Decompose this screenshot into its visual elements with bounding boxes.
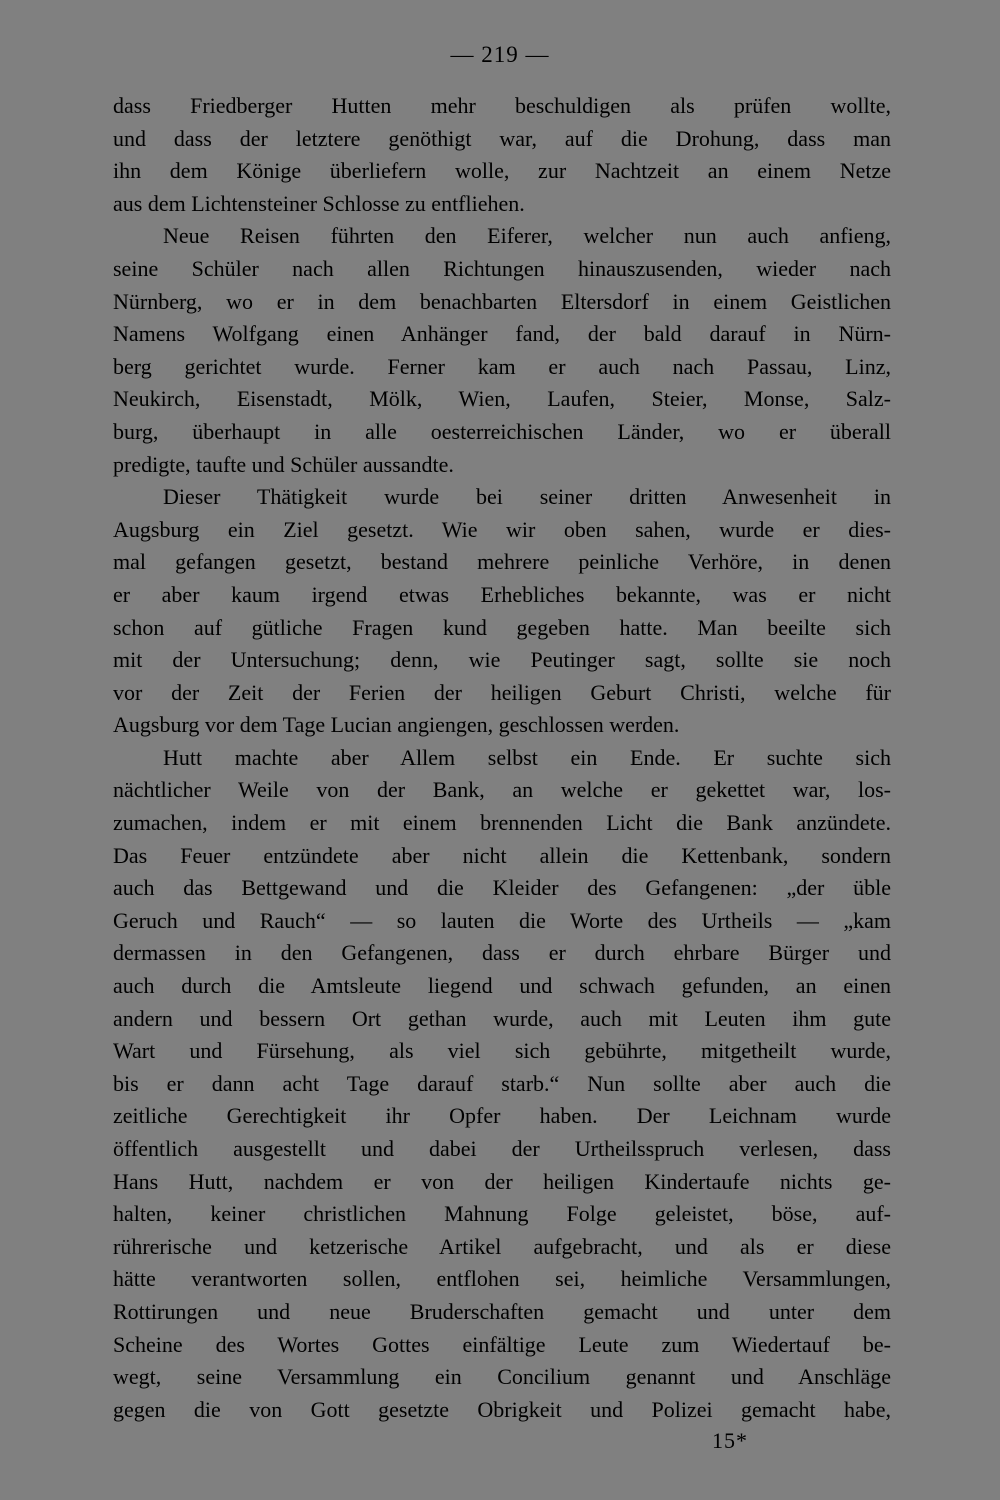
text-line: hätte verantworten sollen, entflohen sei, heimliche Versammlungen, bbox=[113, 1266, 891, 1292]
paragraph bbox=[113, 742, 891, 1426]
text-line: mal gefangen gesetzt, bestand mehrere peinliche Verhöre, in denen bbox=[113, 549, 891, 575]
text-line: nächtlicher Weile von der Bank, an welche er gekettet war, los- bbox=[113, 777, 891, 803]
text-line: burg, überhaupt in alle oesterreichischen Länder, wo er überall bbox=[113, 418, 891, 444]
text-line: Das Feuer entzündete aber nicht allein die Kettenbank, sondern bbox=[113, 842, 891, 868]
text-line: und dass der letztere genöthigt war, auf die Drohung, dass man bbox=[113, 125, 891, 151]
paragraph bbox=[113, 481, 891, 742]
text-line: Geruch und Rauch“ — so lauten die Worte des Urtheils — „kam bbox=[113, 907, 891, 933]
page-number: — 219 — bbox=[450, 42, 550, 67]
text-line: Neue Reisen führten den Eiferer, welcher nun auch anfieng, bbox=[163, 223, 891, 249]
text-line: gegen die von Gott gesetzte Obrigkeit und Polizei gemacht habe, bbox=[113, 1396, 891, 1422]
text-line: mit der Untersuchung; denn, wie Peutinger sagt, sollte sie noch bbox=[113, 647, 891, 673]
text-line: berg gerichtet wurde. Ferner kam er auch nach Passau, Linz, bbox=[113, 353, 891, 379]
text-line: wegt, seine Versammlung ein Concilium genannt und Anschläge bbox=[113, 1364, 891, 1390]
text-line: seine Schüler nach allen Richtungen hinauszusenden, wieder nach bbox=[113, 255, 891, 281]
text-line: Augsburg ein Ziel gesetzt. Wie wir oben sahen, wurde er dies- bbox=[113, 516, 891, 542]
text-line: predigte, taufte und Schüler aussandte. bbox=[113, 451, 454, 477]
text-line: zumachen, indem er mit einem brennenden Licht die Bank anzündete. bbox=[113, 810, 891, 836]
text-line: Namens Wolfgang einen Anhänger fand, der bald darauf in Nürn- bbox=[113, 321, 891, 347]
paragraph bbox=[113, 90, 891, 220]
text-line: bis er dann acht Tage darauf starb.“ Nun sollte aber auch die bbox=[113, 1070, 891, 1096]
text-line: dass Friedberger Hutten mehr beschuldigen als prüfen wollte, bbox=[113, 93, 891, 118]
body-text bbox=[113, 90, 891, 1426]
text-line: aus dem Lichtensteiner Schlosse zu entfliehen. bbox=[113, 190, 525, 216]
text-line: vor der Zeit der Ferien der heiligen Geburt Christi, welche für bbox=[113, 679, 891, 705]
paragraph bbox=[113, 220, 891, 481]
text-line: Hutt machte aber Allem selbst ein Ende. Er suchte sich bbox=[163, 744, 891, 770]
text-line: zeitliche Gerechtigkeit ihr Opfer haben. Der Leichnam wurde bbox=[113, 1103, 891, 1129]
text-line: öffentlich ausgestellt und dabei der Urtheilsspruch verlesen, dass bbox=[113, 1136, 891, 1161]
text-line: Rottirungen und neue Bruderschaften gemacht und unter dem bbox=[113, 1298, 891, 1324]
signature-mark: 15* bbox=[712, 1428, 748, 1453]
text-line: Wart und Fürsehung, als viel sich gebührte, mitgetheilt wurde, bbox=[113, 1038, 891, 1064]
text-line: andern und bessern Ort gethan wurde, auch mit Leuten ihm gute bbox=[113, 1005, 891, 1031]
text-line: Scheine des Wortes Gottes einfältige Leute zum Wiedertauf be- bbox=[113, 1331, 891, 1357]
text-line: Nürnberg, wo er in dem benachbarten Eltersdorf in einem Geistlichen bbox=[113, 288, 891, 314]
text-line: Neukirch, Eisenstadt, Mölk, Wien, Laufen, Steier, Monse, Salz- bbox=[113, 386, 891, 412]
text-line: Dieser Thätigkeit wurde bei seiner dritten Anwesenheit in bbox=[163, 484, 891, 510]
text-line: schon auf gütliche Fragen kund gegeben hatte. Man beeilte sich bbox=[113, 614, 891, 640]
text-line: rührerische und ketzerische Artikel aufgebracht, und als er diese bbox=[113, 1233, 891, 1259]
text-line: Augsburg vor dem Tage Lucian angiengen, geschlossen werden. bbox=[113, 712, 680, 738]
text-line: dermassen in den Gefangenen, dass er durch ehrbare Bürger und bbox=[113, 940, 891, 966]
text-line: auch durch die Amtsleute liegend und schwach gefunden, an einen bbox=[113, 973, 891, 999]
text-line: er aber kaum irgend etwas Erhebliches bekannte, was er nicht bbox=[113, 581, 891, 607]
text-line: halten, keiner christlichen Mahnung Folge geleistet, böse, auf- bbox=[113, 1201, 891, 1227]
text-line: ihn dem Könige überliefern wolle, zur Nachtzeit an einem Netze bbox=[113, 158, 891, 184]
text-line: Hans Hutt, nachdem er von der heiligen Kindertaufe nichts ge- bbox=[113, 1168, 891, 1194]
text-line: auch das Bettgewand und die Kleider des Gefangenen: „der üble bbox=[113, 875, 891, 901]
